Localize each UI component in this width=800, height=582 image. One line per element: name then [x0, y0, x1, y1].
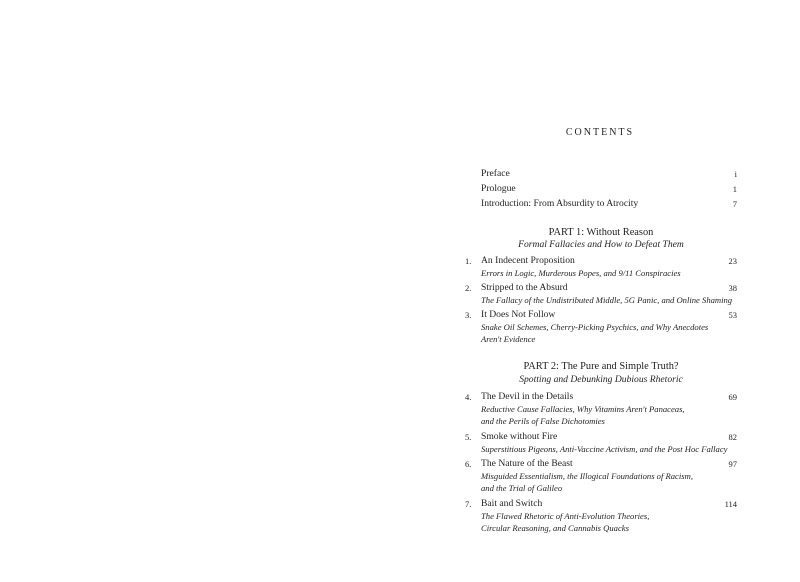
part-2-title: PART 2: The Pure and Simple Truth? [523, 361, 679, 372]
chapter-title: Stripped to the Absurd [481, 282, 568, 293]
chapter-title: An Indecent Proposition [481, 255, 575, 266]
subtitle-line: Snake Oil Schemes, Cherry-Picking Psychics, and Why Anecdotes [481, 322, 709, 332]
subtitle-line: Superstitious Pigeons, Anti-Vaccine Activism, and the Post Hoc Fallacy [481, 444, 728, 454]
chapter-subtitle [481, 510, 721, 534]
chapter-title: Bait and Switch [481, 498, 543, 509]
chapter-page: 82 [728, 432, 737, 442]
subtitle-line: Aren't Evidence [481, 334, 536, 344]
chapter-number: 1. [465, 256, 472, 266]
entry-title: Introduction: From Absurdity to Atrocity [481, 198, 639, 209]
part-2-subtitle: Spotting and Debunking Dubious Rhetoric [519, 374, 683, 385]
subtitle-line: Reductive Cause Fallacies, Why Vitamins Aren't Panaceas, [481, 404, 685, 414]
chapter-subtitle [481, 267, 721, 279]
subtitle-line: Errors in Logic, Murderous Popes, and 9/11 Conspiracies [481, 268, 681, 278]
chapter-number: 6. [465, 459, 472, 469]
chapter-page: 114 [724, 499, 737, 509]
chapter-number: 2. [465, 283, 472, 293]
chapter-title: The Nature of the Beast [481, 458, 573, 469]
chapter-page: 23 [728, 256, 737, 266]
chapter-number: 7. [465, 499, 472, 509]
subtitle-line: Circular Reasoning, and Cannabis Quacks [481, 523, 629, 533]
entry-title: Prologue [481, 183, 516, 194]
chapter-number: 4. [465, 392, 472, 402]
chapter-page: 53 [728, 310, 737, 320]
subtitle-line: Misguided Essentialism, the Illogical Foundations of Racism, [481, 471, 693, 481]
chapter-subtitle [481, 321, 721, 345]
chapter-subtitle [481, 443, 737, 455]
chapter-page: 97 [728, 459, 737, 469]
chapter-title: It Does Not Follow [481, 309, 556, 320]
chapter-title: Smoke without Fire [481, 431, 558, 442]
entry-page: i [734, 169, 737, 179]
contents-heading: CONTENTS [565, 127, 635, 138]
subtitle-line: and the Perils of False Dichotomies [481, 416, 605, 426]
chapter-number: 5. [465, 432, 472, 442]
chapter-number: 3. [465, 310, 472, 320]
entry-page: 7 [732, 199, 737, 209]
subtitle-line: The Fallacy of the Undistributed Middle, 5G Panic, and Online Shaming [481, 295, 733, 305]
subtitle-line: and the Trial of Galileo [481, 483, 563, 493]
entry-title: Preface [481, 168, 510, 179]
part-1-subtitle: Formal Fallacies and How to Defeat Them [518, 239, 684, 250]
chapter-subtitle [481, 294, 737, 306]
chapter-title: The Devil in the Details [481, 391, 574, 402]
chapter-page: 69 [728, 392, 737, 402]
chapter-subtitle [481, 403, 721, 427]
chapter-subtitle [481, 470, 721, 494]
part-1-title: PART 1: Without Reason [548, 227, 654, 238]
chapter-page: 38 [728, 283, 737, 293]
subtitle-line: The Flawed Rhetoric of Anti-Evolution Theories, [481, 511, 650, 521]
entry-page: 1 [732, 184, 737, 194]
